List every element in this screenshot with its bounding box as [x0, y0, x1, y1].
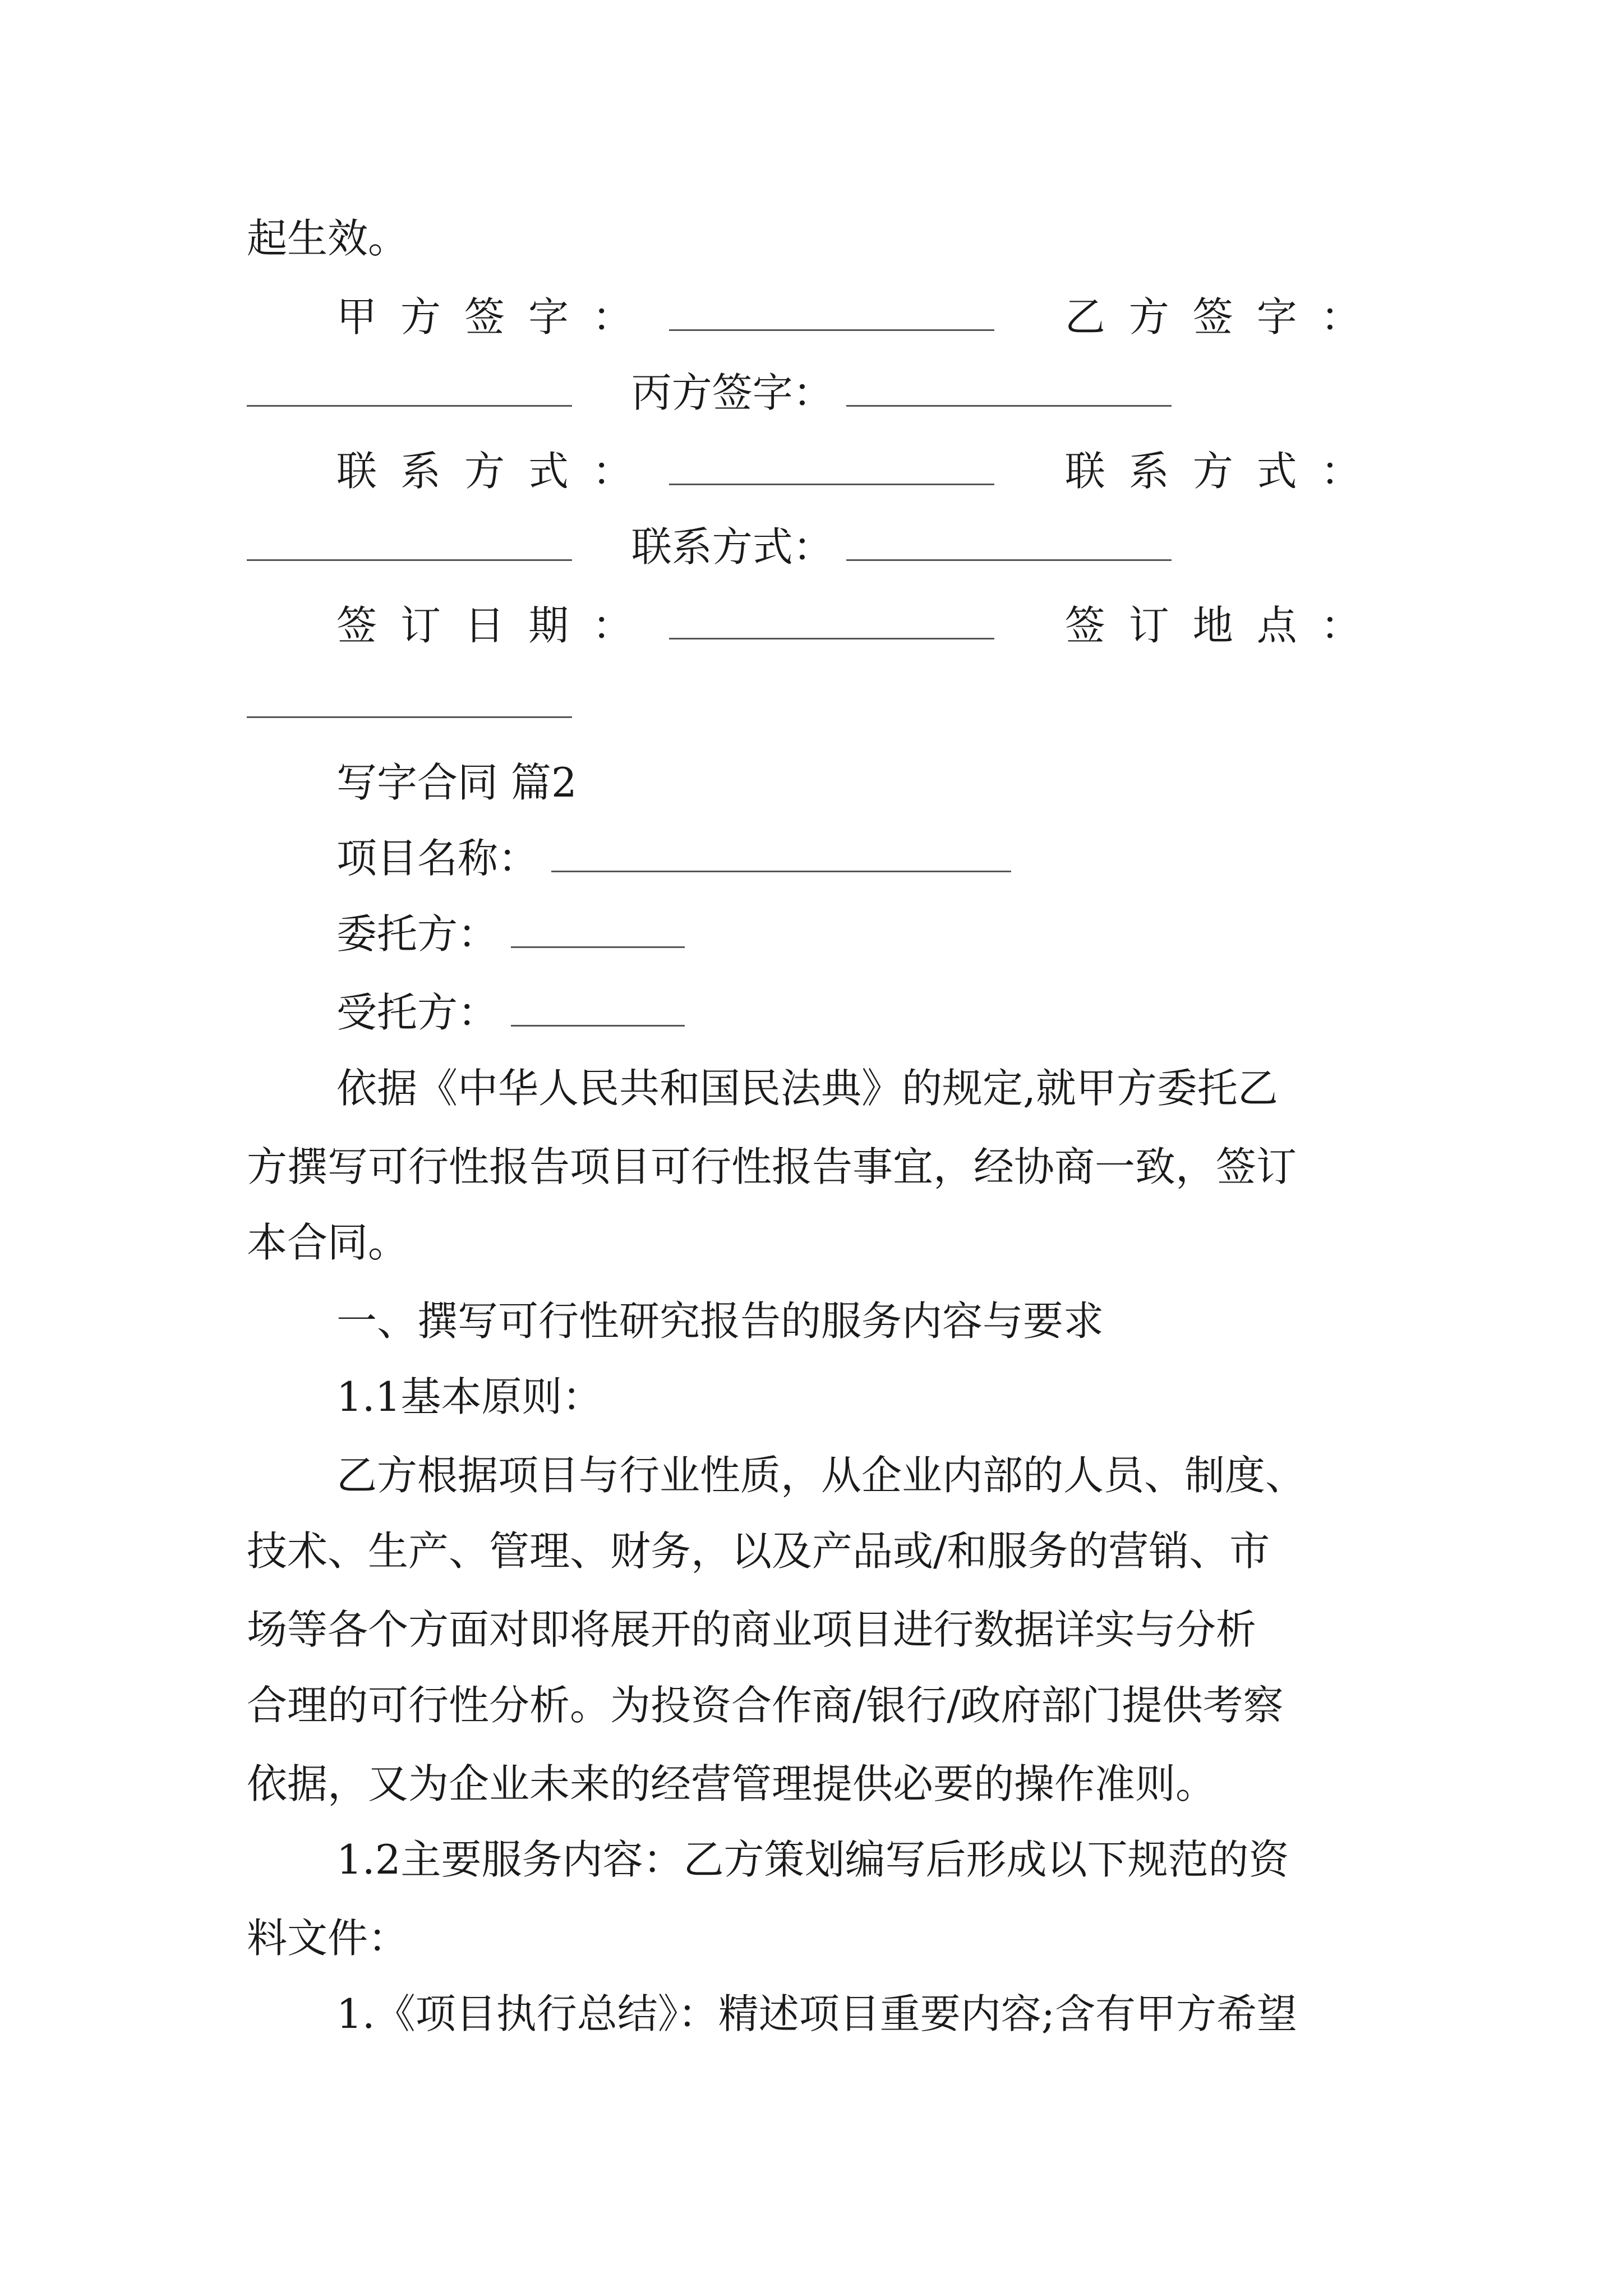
date-place-row — [336, 595, 1402, 656]
trustee-row — [336, 982, 1402, 1043]
project-name-label: 项目名称： — [336, 835, 539, 882]
text-line: 料文件： — [247, 1915, 409, 1962]
sign-date-blank[interactable] — [669, 600, 994, 639]
party-a-contact-label: 联系方式： — [336, 448, 657, 495]
text-line: 1.《项目执行总结》：精述项目重要内容;含有甲方希望 — [336, 1990, 1297, 2037]
client-blank[interactable] — [511, 908, 685, 948]
text-line: 依据，又为企业未来的经营管理提供必要的操作准则。 — [247, 1760, 1216, 1807]
party-b-contact-label: 联系方式： — [1064, 448, 1385, 495]
party-a-signature-label: 甲方签字： — [336, 293, 657, 341]
sign-date-label: 签订日期： — [336, 602, 657, 649]
party-b-contact-blank[interactable] — [247, 521, 572, 561]
text-line: 1.2主要服务内容：乙方策划编写后形成以下规范的资 — [336, 1836, 1289, 1883]
section-heading: 一、撰写可行性研究报告的服务内容与要求 — [336, 1297, 1104, 1345]
text-line: 本合同。 — [247, 1219, 409, 1266]
trustee-blank[interactable] — [511, 987, 685, 1027]
trustee-label: 受托方： — [336, 989, 499, 1036]
text-line: 方撰写可行性报告项目可行性报告事宜，经协商一致，签订 — [247, 1143, 1297, 1190]
party-b-signature-blank[interactable] — [247, 367, 572, 407]
client-row — [336, 903, 1402, 965]
signature-row-1 — [336, 286, 1402, 348]
party-c-contact-blank[interactable] — [846, 521, 1172, 561]
text-line: 技术、生产、管理、财务，以及产品或/和服务的营销、市 — [247, 1527, 1270, 1575]
sign-place-row — [247, 673, 1402, 735]
subsection-heading: 1.1基本原则： — [336, 1373, 603, 1420]
signature-row-2 — [247, 362, 1402, 424]
contact-row-1 — [336, 440, 1402, 502]
party-a-contact-blank[interactable] — [669, 445, 994, 485]
party-c-signature-blank[interactable] — [846, 367, 1172, 407]
text-line: 乙方根据项目与行业性质，从企业内部的人员、制度、 — [336, 1452, 1306, 1499]
party-c-signature-label: 丙方签字： — [631, 369, 833, 416]
client-label: 委托方： — [336, 910, 499, 958]
text-line: 场等各个方面对即将展开的商业项目进行数据详实与分析 — [247, 1606, 1257, 1653]
text-line: 合理的可行性分析。为投资合作商/银行/政府部门提供考察 — [247, 1682, 1284, 1729]
party-c-contact-label: 联系方式： — [631, 523, 833, 570]
text-line: 依据《中华人民共和国民法典》的规定,就甲方委托乙 — [336, 1065, 1278, 1112]
text-line: 起生效。 — [247, 215, 409, 262]
section-title: 写字合同 篇2 — [336, 759, 577, 806]
project-name-row — [336, 827, 1402, 889]
sign-place-blank[interactable] — [247, 678, 572, 718]
sign-place-label: 签订地点： — [1064, 602, 1385, 649]
party-a-signature-blank[interactable] — [669, 291, 994, 331]
project-name-blank[interactable] — [551, 832, 1011, 872]
party-b-signature-label: 乙方签字： — [1064, 293, 1385, 341]
contact-row-2 — [247, 516, 1402, 578]
